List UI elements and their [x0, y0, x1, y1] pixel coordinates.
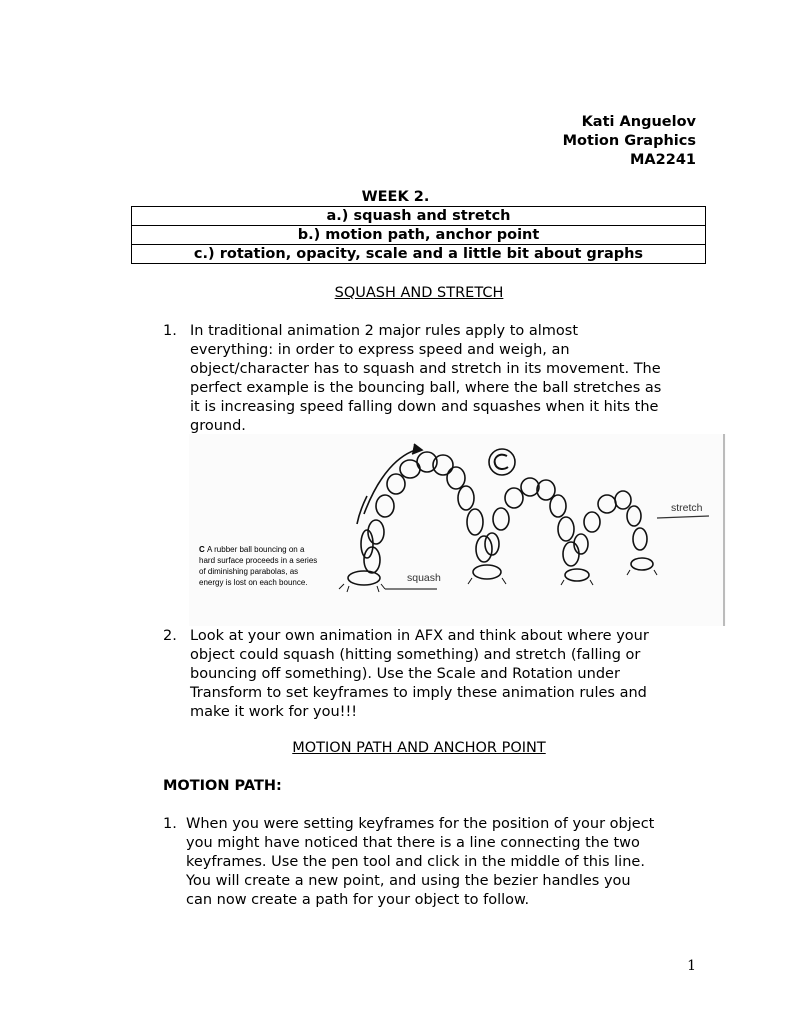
list-item-motion-path: When you were setting keyframes for the position of your object you might have noticed that there is a line connecting the two keyframes. Use the pen tool and click in the middle of this line. You will create a new point, and using the bezier handles you can now create a path for your object to follow.	[186, 816, 655, 908]
list-number: 1.	[163, 816, 177, 832]
list-number: 1.	[163, 323, 177, 339]
list-number: 2.	[163, 628, 177, 644]
page-number: 1	[687, 958, 696, 974]
topic-c: c.) rotation, opacity, scale and a little bit about graphs	[132, 245, 706, 264]
bouncing-ball-drawing	[189, 434, 726, 626]
section-title-motion-path: MOTION PATH AND ANCHOR POINT	[292, 740, 546, 756]
topic-a: a.) squash and stretch	[132, 207, 706, 226]
week-title: WEEK 2.	[361, 189, 430, 205]
section-title-squash-stretch: SQUASH AND STRETCH	[334, 285, 504, 301]
label-squash: squash	[407, 572, 441, 584]
topic-b: b.) motion path, anchor point	[132, 226, 706, 245]
course-name: Motion Graphics	[562, 133, 696, 149]
illustration-caption: C A rubber ball bouncing on a hard surface proceeds in a series of diminishing parabolas, as energy is lost on each bounce.	[199, 545, 318, 587]
author-name: Kati Anguelov	[581, 114, 696, 130]
subheading-motion-path: MOTION PATH:	[163, 778, 282, 794]
label-stretch: stretch	[671, 502, 703, 514]
course-code: MA2241	[629, 152, 696, 168]
list-item-squash-rule: In traditional animation 2 major rules apply to almost everything: in order to express speed and weigh, an object/character has to squash and stretch in its movement. The perfect example is the bouncing ball, where the ball stretches as it is increasing speed falling down and squashes when it hits the ground.	[190, 323, 662, 434]
bouncing-ball-illustration	[189, 434, 726, 626]
list-item-afx-advice: Look at your own animation in AFX and think about where your object could squash (hitting something) and stretch (falling or bouncing off something). Use the Scale and Rotation under Transform to set keyframes to imply these animation rules and make it work for you!!!	[190, 628, 649, 720]
topics-table	[131, 206, 706, 264]
